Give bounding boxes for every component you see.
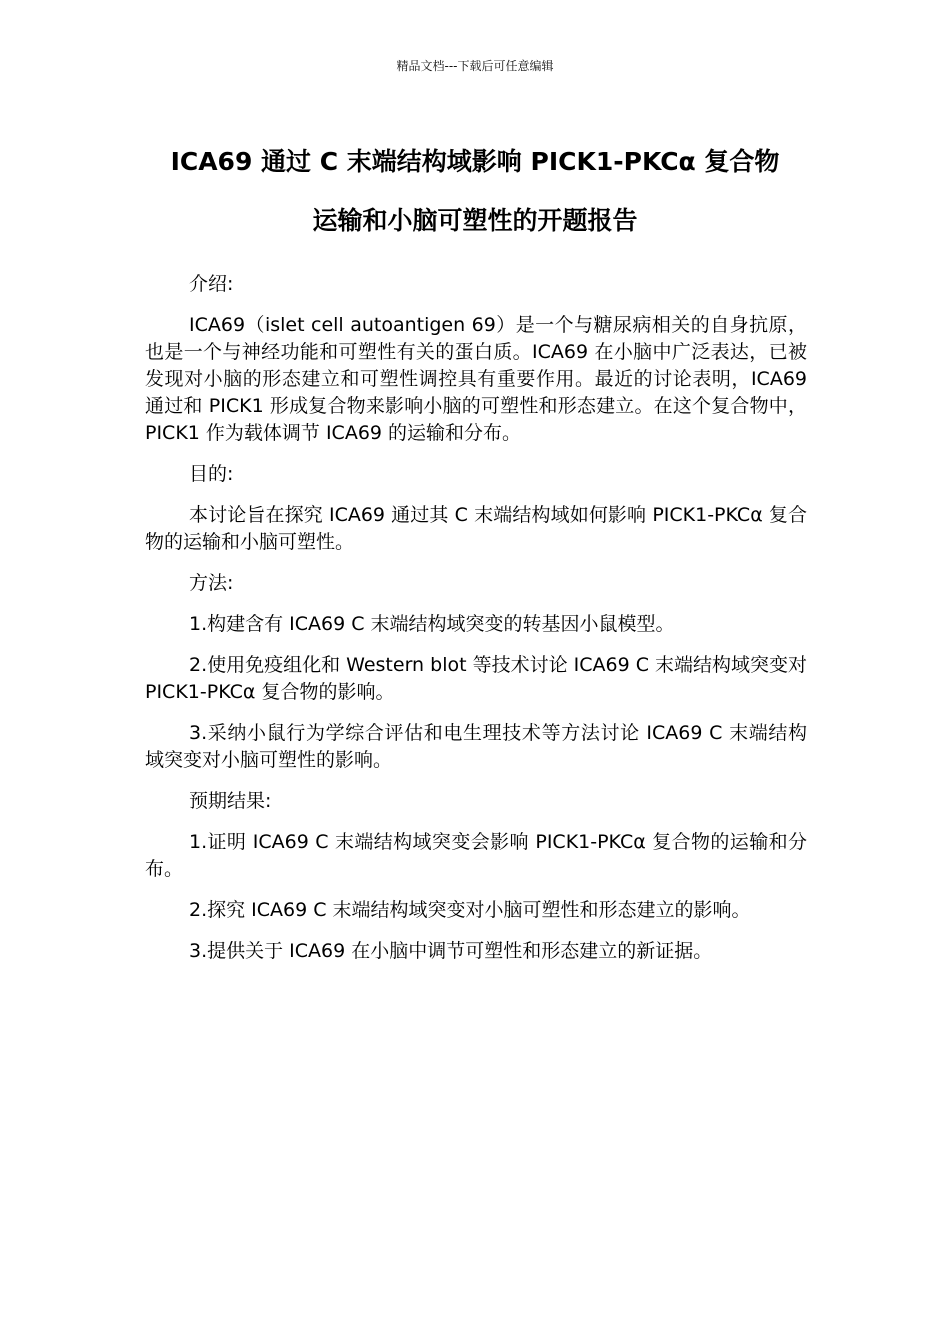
result-heading: 预期结果: bbox=[189, 790, 272, 812]
title-line-2: 运输和小脑可塑性的开题报告 bbox=[312, 206, 638, 235]
result-item-3: 3.提供关于 ICA69 在小脑中调节可塑性和形态建立的新证据。 bbox=[189, 940, 713, 962]
page-header: 精品文档---下载后可任意编辑 bbox=[396, 59, 554, 73]
method-item-3: 3.采纳小鼠行为学综合评估和电生理技术等方法讨论 ICA69 C 末端结构域突变对小脑可塑性的影响。 bbox=[145, 722, 807, 771]
method-item-1: 1.构建含有 ICA69 C 末端结构域突变的转基因小鼠模型。 bbox=[189, 613, 675, 635]
intro-heading: 介绍: bbox=[189, 273, 234, 295]
aim-heading: 目的: bbox=[189, 463, 234, 485]
title-line-1: ICA69 通过 C 末端结构域影响 PICK1-PKCα 复合物 bbox=[170, 147, 780, 176]
result-item-1: 1.证明 ICA69 C 末端结构域突变会影响 PICK1-PKCα 复合物的运输和分布。 bbox=[145, 831, 807, 880]
aim-paragraph: 本讨论旨在探究 ICA69 通过其 C 末端结构域如何影响 PICK1-PKCα 复合物的运输和小脑可塑性。 bbox=[145, 504, 807, 553]
method-item-2: 2.使用免疫组化和 Western blot 等技术讨论 ICA69 C 末端结构域突变对 PICK1-PKCα 复合物的影响。 bbox=[145, 654, 808, 703]
document-body bbox=[145, 271, 807, 979]
document-title bbox=[140, 132, 810, 250]
method-heading: 方法: bbox=[189, 572, 234, 594]
result-item-2: 2.探究 ICA69 C 末端结构域突变对小脑可塑性和形态建立的影响。 bbox=[189, 899, 751, 921]
intro-paragraph: ICA69（islet cell autoantigen 69）是一个与糖尿病相关的自身抗原，也是一个与神经功能和可塑性有关的蛋白质。ICA69 在小脑中广泛表达，已被发现对小脑的形态建立和可塑性调控具有重要作用。最近的讨论表明，ICA69 通过和 PICK1 形成复合物来影响小脑的可塑性和形态建立。在这个复合物中，PICK1 作为载体调节 ICA69 的运输和分布。 bbox=[145, 314, 807, 444]
